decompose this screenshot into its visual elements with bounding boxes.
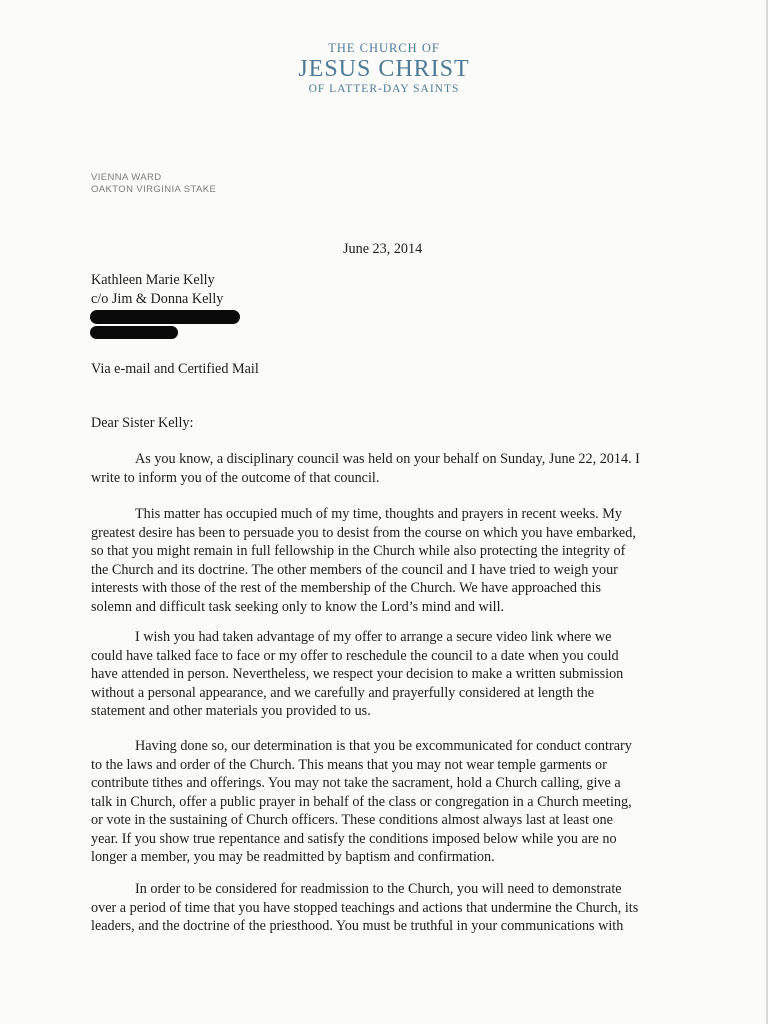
paragraph-line: year. If you show true repentance and satisfy the conditions imposed below while you are no [91,830,617,847]
paragraph-line: over a period of time that you have stopped teachings and actions that undermine the Church, its [91,899,639,916]
letterhead-line-3: OF LATTER-DAY SAINTS [308,83,460,95]
addressee-name: Kathleen Marie Kelly [91,272,215,288]
letterhead-line-1: THE CHURCH OF [328,41,440,55]
paragraph [91,880,681,936]
paragraph-line: This matter has occupied much of my time, thoughts and prayers in recent weeks. My [135,506,622,522]
paragraph-line: write to inform you of the outcome of that council. [91,469,380,486]
paragraph-line: the Church and its doctrine. The other members of the council and I have tried to weigh your [91,561,618,578]
paragraph-line: to the laws and order of the Church. This means that you may not wear temple garments or [91,756,607,773]
redaction-bar [90,326,178,339]
paragraph-line: so that you might remain in full fellowship in the Church while also protecting the integrity of [91,543,626,559]
paragraph-line: I wish you had taken advantage of my offer to arrange a secure video link where we [135,629,612,645]
letter-date: June 23, 2014 [343,241,423,257]
paragraph-line: contribute tithes and offerings. You may not take the sacrament, hold a Church calling, give a [91,775,621,791]
delivery-method: Via e-mail and Certified Mail [91,361,259,377]
paragraph-line: Having done so, our determination is that you be excommunicated for conduct contrary [135,738,632,754]
paragraph-line: have attended in person. Nevertheless, we respect your decision to make a written submission [91,666,624,682]
paragraph [91,737,681,867]
paragraph-line: longer a member, you may be readmitted by baptism and confirmation. [91,849,495,865]
redaction-bar [90,310,240,324]
stake-name: OAKTON VIRGINIA STAKE [91,184,217,195]
paragraph-line: statement and other materials you provided to us. [91,703,371,719]
addressee-care-of: c/o Jim & Donna Kelly [91,290,224,307]
ward-name: VIENNA WARD [91,172,162,183]
paragraph-line: could have talked face to face or my offer to reschedule the council to a date when you could [91,647,619,664]
paragraph-line: interests with those of the rest of the membership of the Church. We have approached this [91,580,601,596]
paragraph-line: without a personal appearance, and we carefully and prayerfully considered at length the [91,684,595,701]
salutation: Dear Sister Kelly: [91,415,194,431]
paragraph [91,450,681,487]
paragraph [91,505,681,616]
paragraph-line: leaders, and the doctrine of the priesthood. You must be truthful in your communications with [91,918,624,934]
addressee-block [91,271,223,308]
paragraph-line: or vote in the sustaining of Church officers. These conditions almost always last at least one [91,812,613,828]
paragraph-line: greatest desire has been to persuade you to desist from the course on which you have embarked, [91,524,636,541]
paragraph-line: In order to be considered for readmission to the Church, you will need to demonstrate [135,881,622,897]
letterhead-line-2: JESUS CHRIST [298,56,470,82]
paragraph-line: solemn and difficult task seeking only to know the Lord’s mind and will. [91,598,505,615]
paragraph [91,628,681,721]
paragraph-line: As you know, a disciplinary council was held on your behalf on Sunday, June 22, 2014. I [135,451,640,467]
church-letterhead [0,40,768,96]
unit-block [91,172,216,196]
paragraph-line: talk in Church, offer a public prayer in behalf of the class or congregation in a Church meeting, [91,793,632,810]
